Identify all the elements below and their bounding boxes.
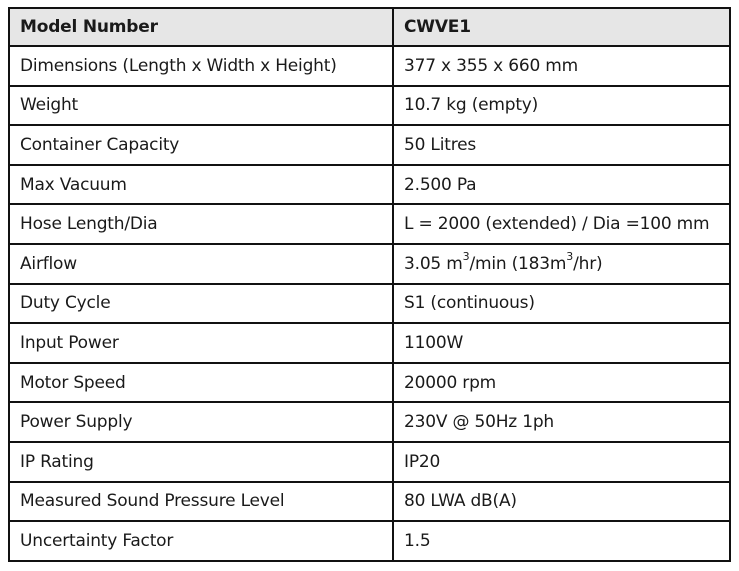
header-label: Model Number [9,8,393,46]
spec-value-input-power: 1100W [393,323,730,363]
spec-label-motor-speed: Motor Speed [9,363,393,403]
spec-value-weight: 10.7 kg (empty) [393,86,730,126]
table-row [9,323,730,363]
spec-label-hose: Hose Length/Dia [9,204,393,244]
spec-value-motor-speed: 20000 rpm [393,363,730,403]
spec-value-sound-pressure: 80 LWA dB(A) [393,482,730,522]
spec-label-dimensions: Dimensions (Length x Width x Height) [9,46,393,86]
spec-value-ip-rating: IP20 [393,442,730,482]
specifications-table [8,7,731,562]
table-row [9,125,730,165]
spec-label-duty-cycle: Duty Cycle [9,284,393,324]
spec-value-airflow: 3.05 $m^3/\min$ $(183m^3/hr)$ [393,244,730,284]
table-row [9,482,730,522]
spec-value-duty-cycle: S1 (continuous) [393,284,730,324]
spec-value-power-supply: 230V @ 50Hz 1ph [393,402,730,442]
table-row [9,165,730,205]
table-row [9,244,730,284]
table-row [9,86,730,126]
spec-value-container-capacity: 50 Litres [393,125,730,165]
spec-value-max-vacuum: 2.500 Pa [393,165,730,205]
table-row [9,363,730,403]
table-row [9,284,730,324]
table-row [9,204,730,244]
spec-label-container-capacity: Container Capacity [9,125,393,165]
spec-label-airflow: Airflow [9,244,393,284]
spec-label-input-power: Input Power [9,323,393,363]
spec-label-power-supply: Power Supply [9,402,393,442]
header-model-value: CWVE1 [393,8,730,46]
table-row [9,402,730,442]
spec-label-sound-pressure: Measured Sound Pressure Level [9,482,393,522]
table-row [9,442,730,482]
table-row [9,521,730,561]
table-row [9,46,730,86]
spec-label-max-vacuum: Max Vacuum [9,165,393,205]
spec-value-uncertainty: 1.5 [393,521,730,561]
spec-label-uncertainty: Uncertainty Factor [9,521,393,561]
spec-label-ip-rating: IP Rating [9,442,393,482]
spec-value-dimensions: 377 x 355 x 660 mm [393,46,730,86]
table-header-row [9,8,730,46]
spec-label-weight: Weight [9,86,393,126]
spec-value-hose: L = 2000 (extended) / Dia =100 mm [393,204,730,244]
